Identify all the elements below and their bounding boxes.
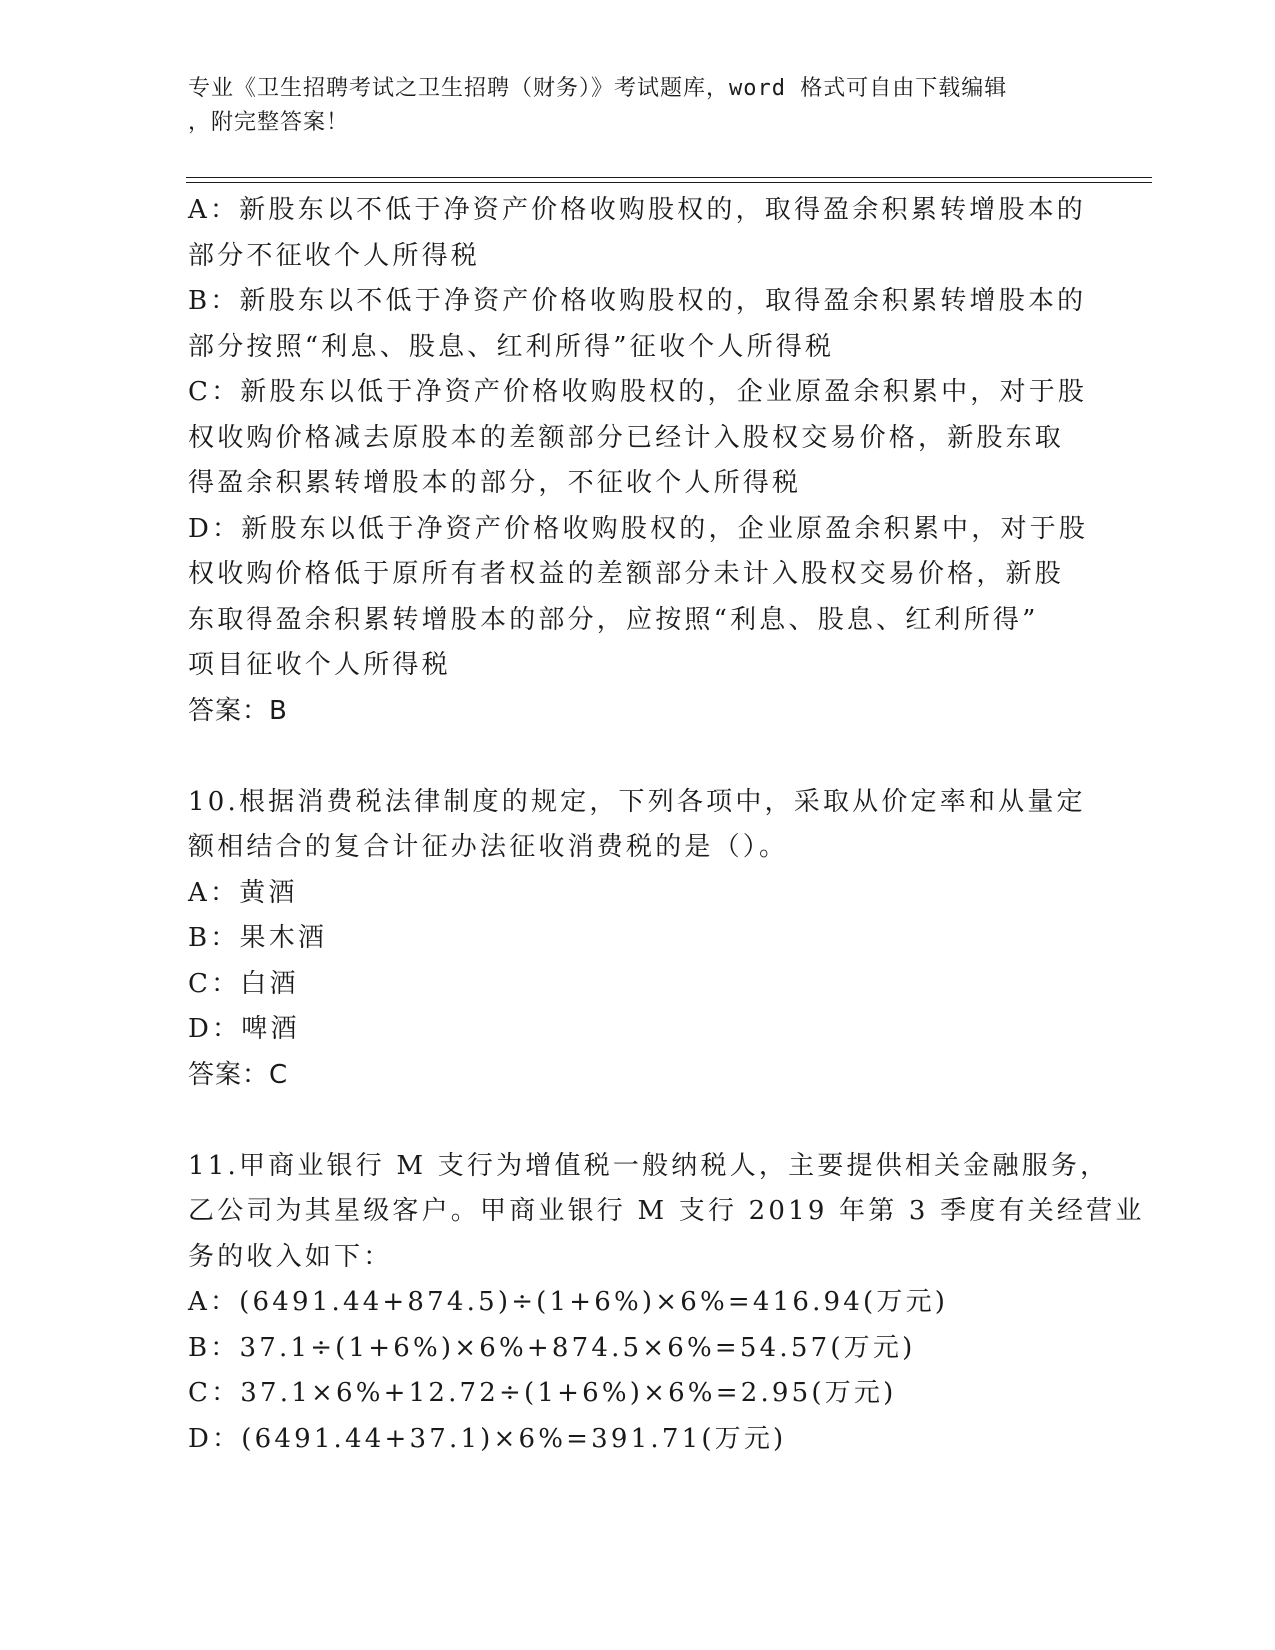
question-stem-line: 11.甲商业银行 M 支行为增值税一般纳税人，主要提供相关金融服务， [188, 1150, 1110, 1181]
question-stem-line: 乙公司为其星级客户。甲商业银行 M 支行 2019 年第 3 季度有关经营业 [188, 1196, 1145, 1226]
option-line: 部分按照“利息、股息、红利所得”征收个人所得税 [188, 331, 835, 362]
option-line: 部分不征收个人所得税 [188, 240, 481, 271]
option-line: A：新股东以不低于净资产价格收购股权的，取得盈余积累转增股本的 [188, 195, 1086, 225]
option-line: B：新股东以不低于净资产价格收购股权的，取得盈余积累转增股本的 [188, 286, 1087, 316]
option-line: 权收购价格减去原股本的差额部分已经计入股权交易价格，新股东取 [188, 422, 1065, 453]
option-line: C：新股东以低于净资产价格收购股权的，企业原盈余积累中，对于股 [188, 377, 1088, 407]
header-line-1: 专业《卫生招聘考试之卫生招聘（财务）》考试题库，word 格式可自由下载编辑 [188, 76, 1008, 101]
question-stem-line: 额相结合的复合计征办法征收消费税的是（）。 [188, 832, 789, 862]
option-d: D：(6491.44+37.1)×6%=391.71(万元) [188, 1423, 787, 1454]
option-line: 权收购价格低于原所有者权益的差额部分未计入股权交易价格，新股 [188, 559, 1065, 589]
header-line-2: ，附完整答案！ [188, 110, 350, 135]
question-stem-line: 务的收入如下： [188, 1241, 393, 1272]
option-line: D：新股东以低于净资产价格收购股权的，企业原盈余积累中，对于股 [188, 513, 1089, 544]
answer-q9: 答案：B [188, 695, 288, 726]
header-divider-top [186, 177, 1152, 178]
question-stem-line: 10.根据消费税法律制度的规定，下列各项中，采取从价定率和从量定 [188, 786, 1086, 817]
option-d: D：啤酒 [188, 1014, 300, 1044]
header-divider-bottom [186, 182, 1152, 183]
spacer [188, 1098, 1068, 1144]
option-line: 东取得盈余积累转增股本的部分，应按照“利息、股息、红利所得” [188, 604, 1039, 635]
option-c: C：37.1×6%+12.72÷(1+6%)×6%=2.95(万元) [188, 1378, 897, 1408]
document-header [188, 72, 1068, 140]
question-10 [188, 780, 1086, 1099]
option-a: A：黄酒 [188, 877, 298, 908]
answer-q10: 答案：C [188, 1059, 289, 1090]
question-11 [188, 1144, 1145, 1463]
option-b: B：果木酒 [188, 923, 328, 953]
option-line: 得盈余积累转增股本的部分，不征收个人所得税 [188, 468, 802, 498]
document-body [188, 188, 1145, 1462]
option-line: 项目征收个人所得税 [188, 650, 451, 680]
option-a: A：(6491.44+874.5)÷(1+6%)×6%=416.94(万元) [188, 1287, 949, 1317]
option-c: C：白酒 [188, 968, 299, 999]
question-9 [188, 188, 1089, 734]
spacer [188, 734, 1068, 780]
option-b: B：37.1÷(1+6%)×6%+874.5×6%=54.57(万元) [188, 1332, 916, 1363]
